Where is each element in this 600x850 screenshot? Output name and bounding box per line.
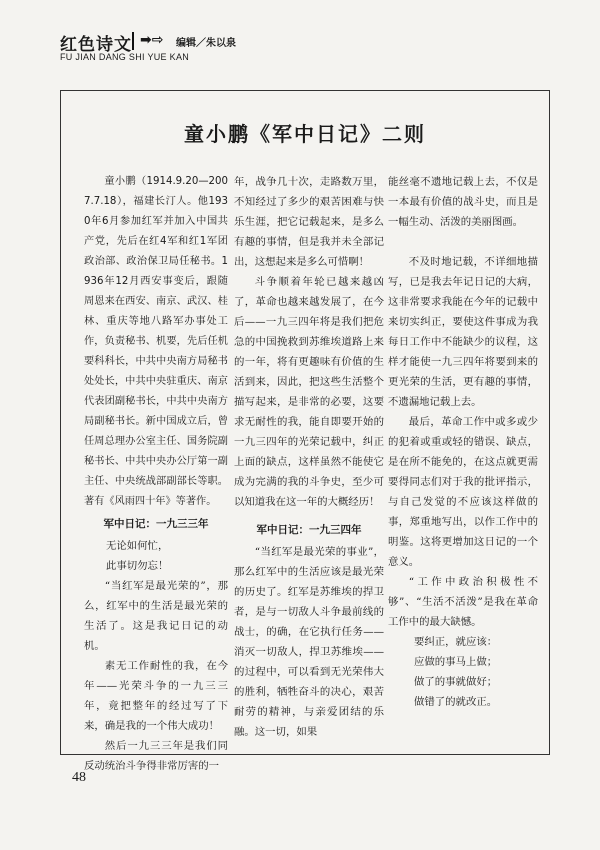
editor-credit: 编辑／朱以泉 xyxy=(176,38,236,49)
verse-line: 要纠正，就应该： xyxy=(414,636,498,648)
magazine-name: FU JIAN DANG SHI YUE KAN xyxy=(60,52,190,62)
verse-line: 无论如何忙， xyxy=(106,540,169,552)
author-bio: 童小鹏（1914.9.20—2007.7.18），福建长汀人。他1930年6月参加红军并加入中国共产党，先后在红4军和红1军团政治部、政治保卫局任秘书。1936年12月西安事变后，跟随周恩来在西安、南京、武汉、桂林、重庆等地八路军办事处工作，负责秘书、机要，先后任机要科科长，中共中央南方局秘书处处长，中共中央驻重庆、南京代表团副秘书长，中共中央南方局副秘书长。新中国成立后，曾任周总理办公室主任、国务院副秘书长、中共中央办公厅第一副主任、中央统战部副部长等职。著有《风雨四十年》等著作。 xyxy=(84,176,228,507)
entry-1934-paragraph: 最后，革命工作中或多或少的犯着或重或轻的错误、缺点，是在所不能免的，在这点就更需要得同志们对于我的批评指示，与自己发觉的不应该这样做的事，郑重地写出，以作工作中的明鉴。这将更增加这日记的一个意义。 xyxy=(388,416,538,568)
column-3 xyxy=(388,172,538,712)
entry-1933-verse xyxy=(84,536,228,576)
verse-line: 应做的事马上做； xyxy=(414,656,498,668)
entry-1933-heading: 军中日记：一九三三年 xyxy=(103,518,209,530)
arrow-icon: ➡⇨ xyxy=(140,32,164,48)
entry-1934-heading: 军中日记：一九三四年 xyxy=(256,524,362,536)
verse-line: 此事切勿忘！ xyxy=(106,560,169,572)
entry-1933-paragraph: 素无工作耐性的我，在今年——光荣斗争的一九三三年，竟把整年的经过写了下来，确是我的一个伟大成功！ xyxy=(84,660,228,732)
verse-line: 做错了的就改正。 xyxy=(414,696,498,708)
entry-1934-paragraph-cont: 能丝毫不遗地记载上去，不仅是一本最有价值的战斗史，而且是一幅生动、活泼的美丽图画。 xyxy=(388,176,538,228)
page-number: 48 xyxy=(72,770,86,785)
entry-1933-paragraph-cont: 年，战争几十次，走路数万里，不知经过了多少的艰苦困难与快乐生涯，把它记载起来，是多么有趣的事情，但是我并未全部记出，这想起来是多么可惜啊！ xyxy=(234,176,384,268)
entry-1934-verse xyxy=(388,632,538,712)
column-1 xyxy=(84,172,228,776)
entry-1933-paragraph: “当红军是最光荣的”，那么，红军中的生活是最光荣的生活了。这是我记日记的动机。 xyxy=(84,580,228,652)
entry-1934-paragraph: “当红军是最光荣的事业”，那么红军中的生活应该是最光荣的历史了。红军是苏维埃的捍卫者，是与一切敌人斗争最前线的战士，的确，在它执行任务——消灭一切敌人，捍卫苏维埃——的过程中，可以看到无光荣伟大的胜利，牺牲奋斗的决心，艰苦耐劳的精神，与亲爱团结的乐融。这一切，如果 xyxy=(234,546,384,738)
entry-1933-paragraph: 斗争顺着年轮已越来越凶了，革命也越来越发展了，在今后——一九三四年将是我们把危急的中国挽救到苏维埃道路上来的一年，将有更趣味有价值的生活到来，因此，把这些生活整个描写起来，是非常的必要，这要求无耐性的我，能自即要开始的一九三四年的光荣记载中，纠正上面的缺点，这样虽然不能使它成为完满的我的斗争史，至少可以知道我在这一年的大概经历！ xyxy=(234,276,384,508)
column-2 xyxy=(234,172,384,742)
section-title: 红色诗文 xyxy=(60,35,132,55)
entry-1934-paragraph: “工作中政治积极性不够”、“生活不活泼”是我在革命工作中的最大缺憾。 xyxy=(388,576,538,628)
header-divider xyxy=(132,32,134,50)
entry-1933-paragraph: 然后一九三三年是我们同反动统治斗争得非常厉害的一 xyxy=(84,740,228,772)
verse-line: 做了的事就做好； xyxy=(414,676,498,688)
page-header xyxy=(60,30,560,80)
entry-1934-paragraph: 不及时地记载，不详细地描写，已是我去年记日记的大病，这非常要求我能在今年的记载中来切实纠正，要使这件事成为我每日工作中不能缺少的议程，这样才能使一九三四年将要到来的更光荣的生活，更有趣的事情，不遗漏地记载上去。 xyxy=(388,256,538,408)
article-title: 童小鹏《军中日记》二则 xyxy=(184,122,426,146)
